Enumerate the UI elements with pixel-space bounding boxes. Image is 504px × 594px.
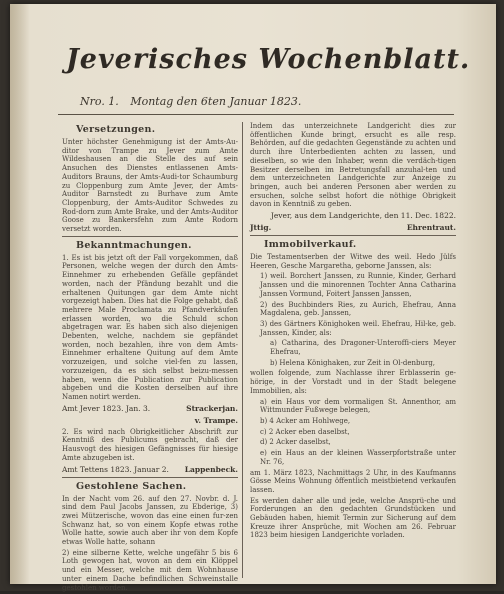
stolen-paragraph-1: In der Nacht vom 26. auf den 27. Novbr. d. J. sind dem Paul Jacobs Janssen, zu Ebderige, 3) zwei Mützerische, wovon das eine einen fur-zen Schwanz hat, so von einem Kopfe etwas rothe Wolle hatte, sowie auch aber ihr von dem Kopfe etwas Wolle hatte, sohann xyxy=(62,494,238,547)
section-title: Versetzungen. xyxy=(76,124,156,135)
signature-name: Strackerjan. xyxy=(186,403,238,413)
section-immobilverkauf xyxy=(250,239,456,540)
section-text: Unter höchster Genehmigung ist der Amts-Au-ditor von Trampe zu Jever zum Amte Wildeshausen an die Stelle des auf sein Ansuchen des Dienstes entlassenen Amts-Auditors Brauns, der Amts-Audi-tor Schaumburg zu Cloppenburg zum Amte Jever, der Amts-Auditor Barnstedt zu Burhave zum Amte Cloppenburg, der Amts-Auditor Schwedes zu Rod-dorn zum Amte Brake, und der Amts-Auditor Goose zu Bankersfehn zum Amte Rodorn versetzt worden. xyxy=(62,138,238,234)
signature-name: v. Trampe. xyxy=(194,415,238,425)
stolen-paragraph-2: 2) eine silberne Kette, welche ungefähr 5 bis 6 Loth gewogen hat, wovon an dem ein Klöppel und ein Messer, welche mit dem Wohnhause unter einem Dache befindlichen Schweinstalle gestohlen worden. xyxy=(62,548,238,592)
property-item: e) ein Haus an der kleinen Wasserpfortstraße unter Nr. 76, xyxy=(260,449,456,466)
column-divider xyxy=(242,122,243,578)
section-divider xyxy=(62,477,238,478)
heir-item: 1) weil. Borchert Janssen, zu Runnie, Kinder, Gerhard Janssen und die minorennen Tochter Anna Catharina Janssen Vormund, Foitert Janssen Janssen, xyxy=(260,272,456,298)
heir-subitem: a) Catharina, des Dragoner-Unteroffi-ciers Meyer Ehefrau, xyxy=(270,339,456,357)
property-item: a) ein Haus vor dem vormaligen St. Annenthor, am Wittmunder Fußwege belegen, xyxy=(260,397,456,415)
section-divider xyxy=(250,235,456,236)
property-item: d) 2 Acker daselbst, xyxy=(260,438,331,447)
heir-item: 3) des Gärtners Könighoken weil. Ehefrau, Hil-ke, geb. Janssen, Kinder, als: xyxy=(260,319,456,337)
signature-place: Amt Tettens 1823. Januar 2. xyxy=(62,464,169,474)
signature-place: Amt Jever 1823. Jan. 3. xyxy=(62,403,151,413)
header-rule xyxy=(58,114,454,115)
section-landgericht-notice xyxy=(250,122,456,232)
property-item: c) 2 Acker eben daselbst, xyxy=(260,427,350,436)
heir-subitem: b) Helena Könighaken, zur Zeit in Ol-denburg, xyxy=(270,358,436,367)
left-column xyxy=(62,122,238,594)
notice-signature-place xyxy=(250,211,456,220)
signature-place: Jever, aus dem Landgerichte, den 11. Dec. 1822. xyxy=(270,211,456,221)
issue-line xyxy=(80,95,460,108)
section-gestohlene-sachen xyxy=(62,481,238,593)
heir-item: 2) des Buchbinders Ries, zu Aurich, Ehefrau, Anna Magdalena, geb. Janssen, xyxy=(260,300,456,318)
newspaper-page xyxy=(10,4,496,592)
notice-1-signature-sub xyxy=(62,416,238,425)
signature-name: Ehrentraut. xyxy=(406,223,456,233)
section-title: Gestohlene Sachen. xyxy=(76,480,187,492)
sale-paragraph-2: wollen folgende, zum Nachlasse ihrer Erblasserin ge-hörige, in der Vorstadt und in der Stadt belegene Immobilien, als: xyxy=(250,369,456,395)
right-column xyxy=(250,122,456,542)
notice-paragraph-2: 2. Es wird nach Obrigkeitlicher Abschrift zur Kenntniß des Publicums gebracht, daß der Hausvogt des hiesigen Gefängnisses für hiesige Amte abzugeben ist. xyxy=(62,427,238,462)
issue-date: Montag den 6ten Januar 1823. xyxy=(130,95,302,108)
notice-1-signature xyxy=(62,404,238,413)
sale-paragraph-3: am 1. März 1823, Nachmittags 2 Uhr, in des Kaufmanns Gösse Meins Wohnung öffentlich meistbietend verkaufen lassen. xyxy=(250,468,456,494)
section-versetzungen xyxy=(62,124,238,234)
section-title: Immobilverkauf. xyxy=(264,239,357,251)
notice-paragraph: Indem das unterzeichnete Landgericht dies zur öffentlichen Kunde bringt, ersucht es alle resp. Behörden, auf die gedachten Gegenstände zu achten und durch ihre Unterbedienten achten zu lassen, und dieselben, so wie den Inhaber, wenn die verdäch-tigen Besitzer derselben im Betretungsfall anzuhal-ten und dem unterzeichneten Landgerichte zur Anzeige zu bringen, auch bei anderen Personen aber werden zu ersuchen, solche selbst hofort die nöthige Obrigkeit davon in Kenntniß zu geben. xyxy=(250,122,456,209)
signature-name: Lappenbeck. xyxy=(184,464,238,474)
section-bekanntmachungen xyxy=(62,240,238,474)
property-item: b) 4 Acker am Hohlwege, xyxy=(260,416,351,425)
section-divider xyxy=(62,236,238,237)
issue-number: Nro. 1. xyxy=(80,95,119,108)
signature-name: Jttig. xyxy=(250,223,272,233)
page-spine-shadow xyxy=(10,4,30,584)
notice-2-signature xyxy=(62,465,238,474)
notice-paragraph-1: 1. Es ist bis jetzt oft der Fall vorgekommen, daß Personen, welche wegen der durch den Amts-Einnehmer zu erhebenden Gefälle gepfändet worden, nach der Pfändung bezahlt und die erhaltenen Quitungen gar dem Amte nicht vorgezeigt haben. Dies hat die Folge gehabt, daß mehrere Male Proclamata zu Pfandverkäufen erlassen worden, wo die Schuld schon abgetragen war. Es haben sich also diejenigen Debenten, welche, nachdem sie gepfändet worden, noch bezahlen, ihre von dem Amts-Einnehmer erhaltene Quitung auf dem Amte vorzuzeigen, und solche viel-fen zu lassen, vorzuzeigen, da es sich selbst beizu-messen haben, wenn die Publication zur Publication abgeben und die Kosten derselben auf ihre Namen notirt werden. xyxy=(62,253,238,401)
sale-paragraph-4: Es werden daher alle und jede, welche Ansprü-che und Forderungen an den gedachten Grundstücken und Gebäuden haben, hiemit Termin zur Sicherung auf dem Kreuze ihrer Ansprüche, mit Wochen am 26. Februar 1823 beim hiesigen Landgerichte vorladen. xyxy=(250,496,456,540)
section-title: Bekanntmachungen. xyxy=(76,239,192,251)
notice-signatures xyxy=(250,223,456,232)
sale-intro: Die Testamentserben der Witwe des weil. Hedo Jülfs Heeren, Gesche Margaretha, geborne Janssen, als: xyxy=(250,253,456,270)
masthead-title: Jeverisches Wochenblatt. xyxy=(66,44,471,75)
